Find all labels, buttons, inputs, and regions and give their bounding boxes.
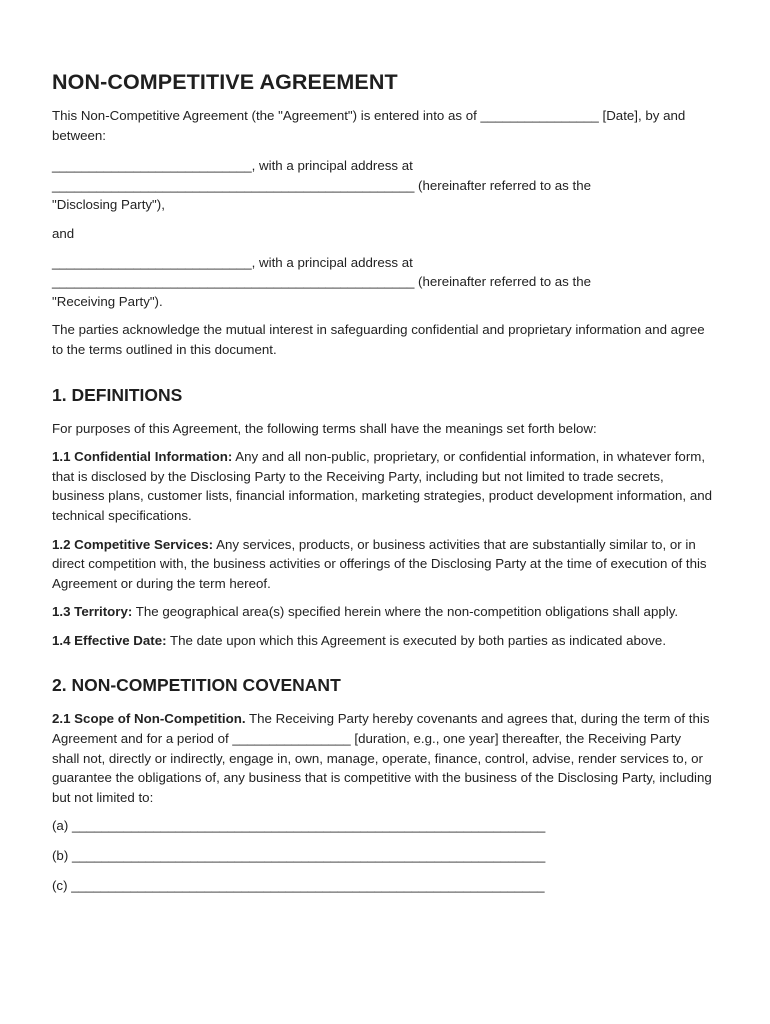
- definition-1-2: [52, 535, 712, 594]
- section-2-heading: 2. NON-COMPETITION COVENANT: [52, 675, 341, 696]
- receiving-party-label: "Receiving Party").: [52, 293, 163, 309]
- clause-label: 2.1 Scope of Non-Competition.: [52, 711, 246, 727]
- intro-paragraph: This Non-Competitive Agreement (the "Agreement") is entered into as of ________________ [Date], by and between:: [52, 108, 686, 143]
- acknowledgement-paragraph: The parties acknowledge the mutual interest in safeguarding confidential and proprietary information and agree to the terms outlined in this document.: [52, 322, 705, 357]
- competitor-blank-list: [52, 816, 712, 895]
- definition-text: Any and all non-public, proprietary, or confidential information, in whatever form, that is disclosed by the Disclosing Party to the Receiving Party, including but not limited to trade secrets, business plans, customer lists, financial information, marketing strategies, product development information, and technical specifications.: [52, 449, 713, 523]
- receiving-party-address-line: _________________________________________________ (hereinafter referred to as the: [52, 274, 592, 290]
- clause-2-1: [52, 709, 712, 807]
- receiving-party-name-line: ___________________________, with a principal address at: [52, 254, 413, 270]
- definition-label: 1.3 Territory:: [52, 604, 133, 620]
- blank-line-b: (b) ________________________________________________________________: [52, 848, 546, 864]
- disclosing-party-name-line: ___________________________, with a principal address at: [52, 158, 413, 174]
- section-1-intro: For purposes of this Agreement, the following terms shall have the meanings set forth below:: [52, 420, 597, 436]
- definition-1-1: [52, 447, 712, 525]
- definition-label: 1.1 Confidential Information:: [52, 449, 233, 465]
- definition-1-3: [52, 602, 712, 622]
- disclosing-party-block: [52, 156, 712, 215]
- definition-label: 1.4 Effective Date:: [52, 632, 167, 648]
- and-text: and: [52, 225, 75, 241]
- clause-text: The Receiving Party hereby covenants and agrees that, during the term of this Agreement and for a period of ________________ [duration, e.g., one year] thereafter, the Receiving Party shall not, directly or indirectly, engage in, own, manage, operate, finance, control, advise, render services to, or guarantee the obligations of, any business that is competitive with the business of the Disclosing Party, including but not limited to:: [52, 711, 712, 805]
- document-title: NON-COMPETITIVE AGREEMENT: [52, 70, 398, 94]
- blank-line-c: (c) ________________________________________________________________: [52, 877, 545, 893]
- disclosing-party-address-line: _________________________________________________ (hereinafter referred to as the: [52, 177, 592, 193]
- definition-1-4: [52, 631, 712, 651]
- disclosing-party-label: "Disclosing Party"),: [52, 197, 165, 213]
- document-page: [52, 70, 712, 905]
- section-1-heading: 1. DEFINITIONS: [52, 384, 183, 405]
- definition-text: The date upon which this Agreement is executed by both parties as indicated above.: [166, 632, 667, 648]
- definition-label: 1.2 Competitive Services:: [52, 536, 214, 552]
- definition-text: Any services, products, or business activities that are substantially similar to, or in direct competition with, the business activities or offerings of the Disclosing Party at the time of execution of this Agreement or during the term hereof.: [52, 536, 707, 591]
- definition-text: The geographical area(s) specified herein where the non-competition obligations shall apply.: [132, 604, 679, 620]
- blank-line-a: (a) ________________________________________________________________: [52, 818, 546, 834]
- receiving-party-block: [52, 253, 712, 312]
